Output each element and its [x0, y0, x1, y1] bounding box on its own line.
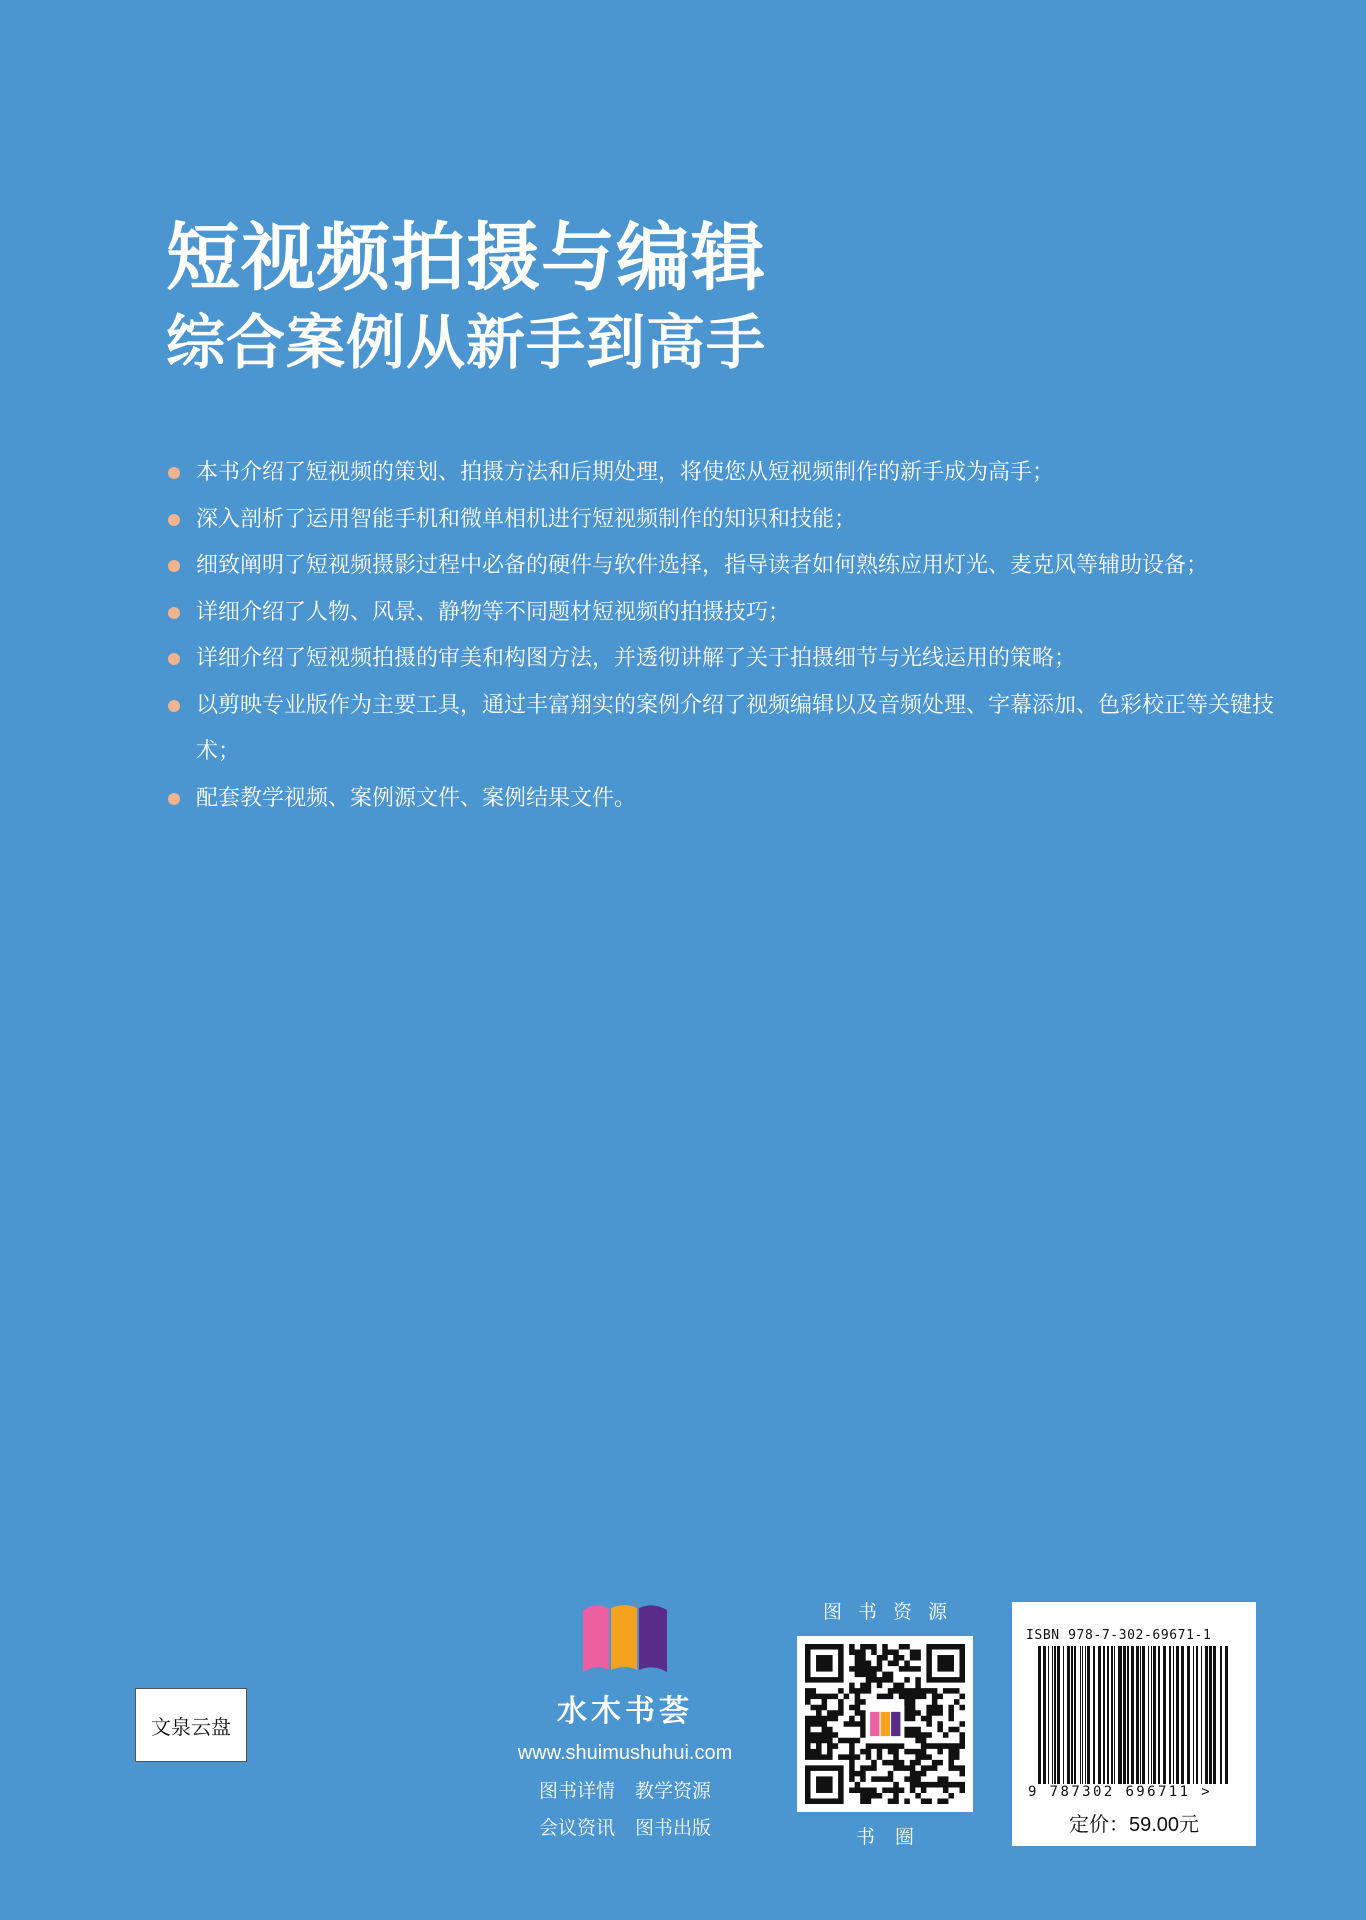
book-logo-icon [579, 1600, 671, 1676]
qr-title: 图书资源 [822, 1602, 963, 1623]
cover-title [166, 212, 766, 382]
publisher-block [500, 1600, 750, 1847]
feature-text: 本书介绍了短视频的策划、拍摄方法和后期处理，将使您从短视频制作的新手成为高手； [196, 460, 1055, 485]
feature-item [166, 636, 1276, 683]
bullet-dot-icon [168, 700, 180, 712]
publisher-links [500, 1773, 750, 1847]
feature-list [166, 450, 1276, 822]
qr-code-icon[interactable] [797, 1636, 973, 1812]
publisher-url[interactable]: www.shuimushuhui.com [517, 1742, 733, 1764]
bullet-dot-icon [168, 653, 180, 665]
title-line-2: 综合案例从新手到高手 [166, 308, 767, 377]
feature-text: 以剪映专业版作为主要工具，通过丰富翔实的案例介绍了视频编辑以及音频处理、字幕添加、色彩校正等关键技术； [196, 692, 1275, 764]
feature-item [166, 776, 1276, 823]
link-teaching-resources[interactable]: 教学资源 [635, 1781, 712, 1802]
feature-text: 细致阐明了短视频摄影过程中必备的硬件与软件选择，指导读者如何熟练应用灯光、麦克风等辅助设备； [196, 553, 1209, 578]
title-line-1: 短视频拍摄与编辑 [166, 215, 766, 301]
isbn-block [1012, 1602, 1256, 1846]
feature-item [166, 450, 1276, 497]
feature-item [166, 590, 1276, 637]
price-label: 定价：59.00元 [1068, 1814, 1200, 1836]
feature-text: 配套教学视频、案例源文件、案例结果文件。 [196, 785, 637, 811]
link-conference-news[interactable]: 会议资讯 [538, 1818, 615, 1839]
feature-text: 深入剖析了运用智能手机和微单相机进行短视频制作的知识和技能； [196, 506, 857, 532]
bullet-dot-icon [168, 514, 180, 526]
barcode-icon [1038, 1646, 1230, 1784]
feature-item [166, 683, 1276, 776]
bullet-dot-icon [168, 467, 180, 479]
qr-block [792, 1600, 978, 1849]
barcode-number: 9 787302 696711 > [1028, 1784, 1213, 1800]
bullet-dot-icon [168, 607, 180, 619]
feature-item [166, 497, 1276, 544]
isbn-text: ISBN 978-7-302-69671-1 [1026, 1628, 1212, 1643]
feature-text: 详细介绍了短视频拍摄的审美和构图方法，并透彻讲解了关于拍摄细节与光线运用的策略； [196, 646, 1077, 671]
cloud-disk-label: 文泉云盘 [135, 1688, 247, 1762]
bullet-dot-icon [168, 560, 180, 572]
feature-text: 详细介绍了人物、风景、静物等不同题材短视频的拍摄技巧； [196, 599, 791, 625]
link-book-details[interactable]: 图书详情 [538, 1781, 615, 1802]
feature-item [166, 543, 1276, 590]
bullet-dot-icon [168, 793, 180, 805]
link-book-publishing[interactable]: 图书出版 [635, 1818, 712, 1839]
publisher-name: 水木书荟 [557, 1694, 693, 1729]
qr-footer: 书圈 [855, 1827, 934, 1848]
